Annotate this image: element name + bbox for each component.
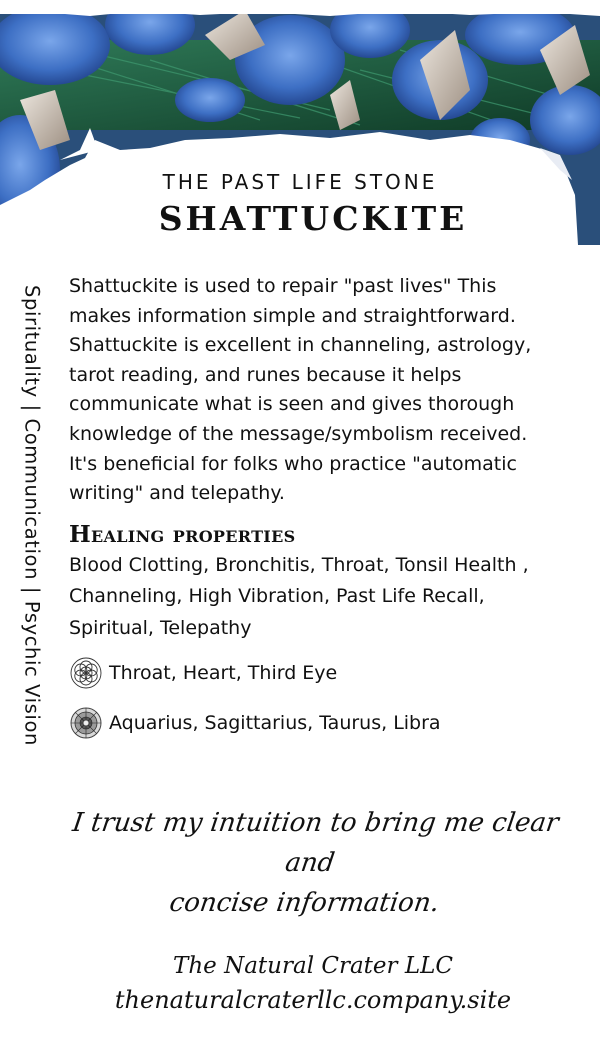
sidebar-keywords: Spirituality | Communication | Psychic Vision [20,285,44,746]
zodiac-wheel-icon [69,706,103,740]
affirmation-line-2: concise information. [167,888,442,918]
website-link[interactable]: thenaturalcraterllc.company.site [114,986,512,1014]
chakras-row [69,656,559,690]
zodiac-text: Aquarius, Sagittarius, Taurus, Libra [109,712,441,735]
zodiac-row [69,706,559,740]
affirmation-quote [52,803,569,923]
healing-properties-heading: Healing properties [69,520,296,548]
healing-properties-list: Blood Clotting, Bronchitis, Throat, Tonsil Health , Channeling, High Vibration, Past Life Recall, Spiritual, Telepathy [69,553,529,639]
main-content [69,272,559,740]
stone-subtitle: THE PAST LIFE STONE [162,170,438,194]
chakras-text: Throat, Heart, Third Eye [109,662,338,685]
company-name: The Natural Crater LLC [173,953,453,979]
flower-of-life-icon [69,656,103,690]
affirmation-line-1: I trust my intuition to bring me clear and [70,808,561,878]
stone-title: SHATTUCKITE [158,199,468,238]
stone-description: Shattuckite is used to repair "past lives" This makes information simple and straightforward. Shattuckite is excellent in channeling, astrology, tarot reading, and runes because it helps communicate what is seen and gives thorough knowledge of the message/symbolism received. It's beneficial for folks who practice "automatic writing" and telepathy. [69,275,532,505]
